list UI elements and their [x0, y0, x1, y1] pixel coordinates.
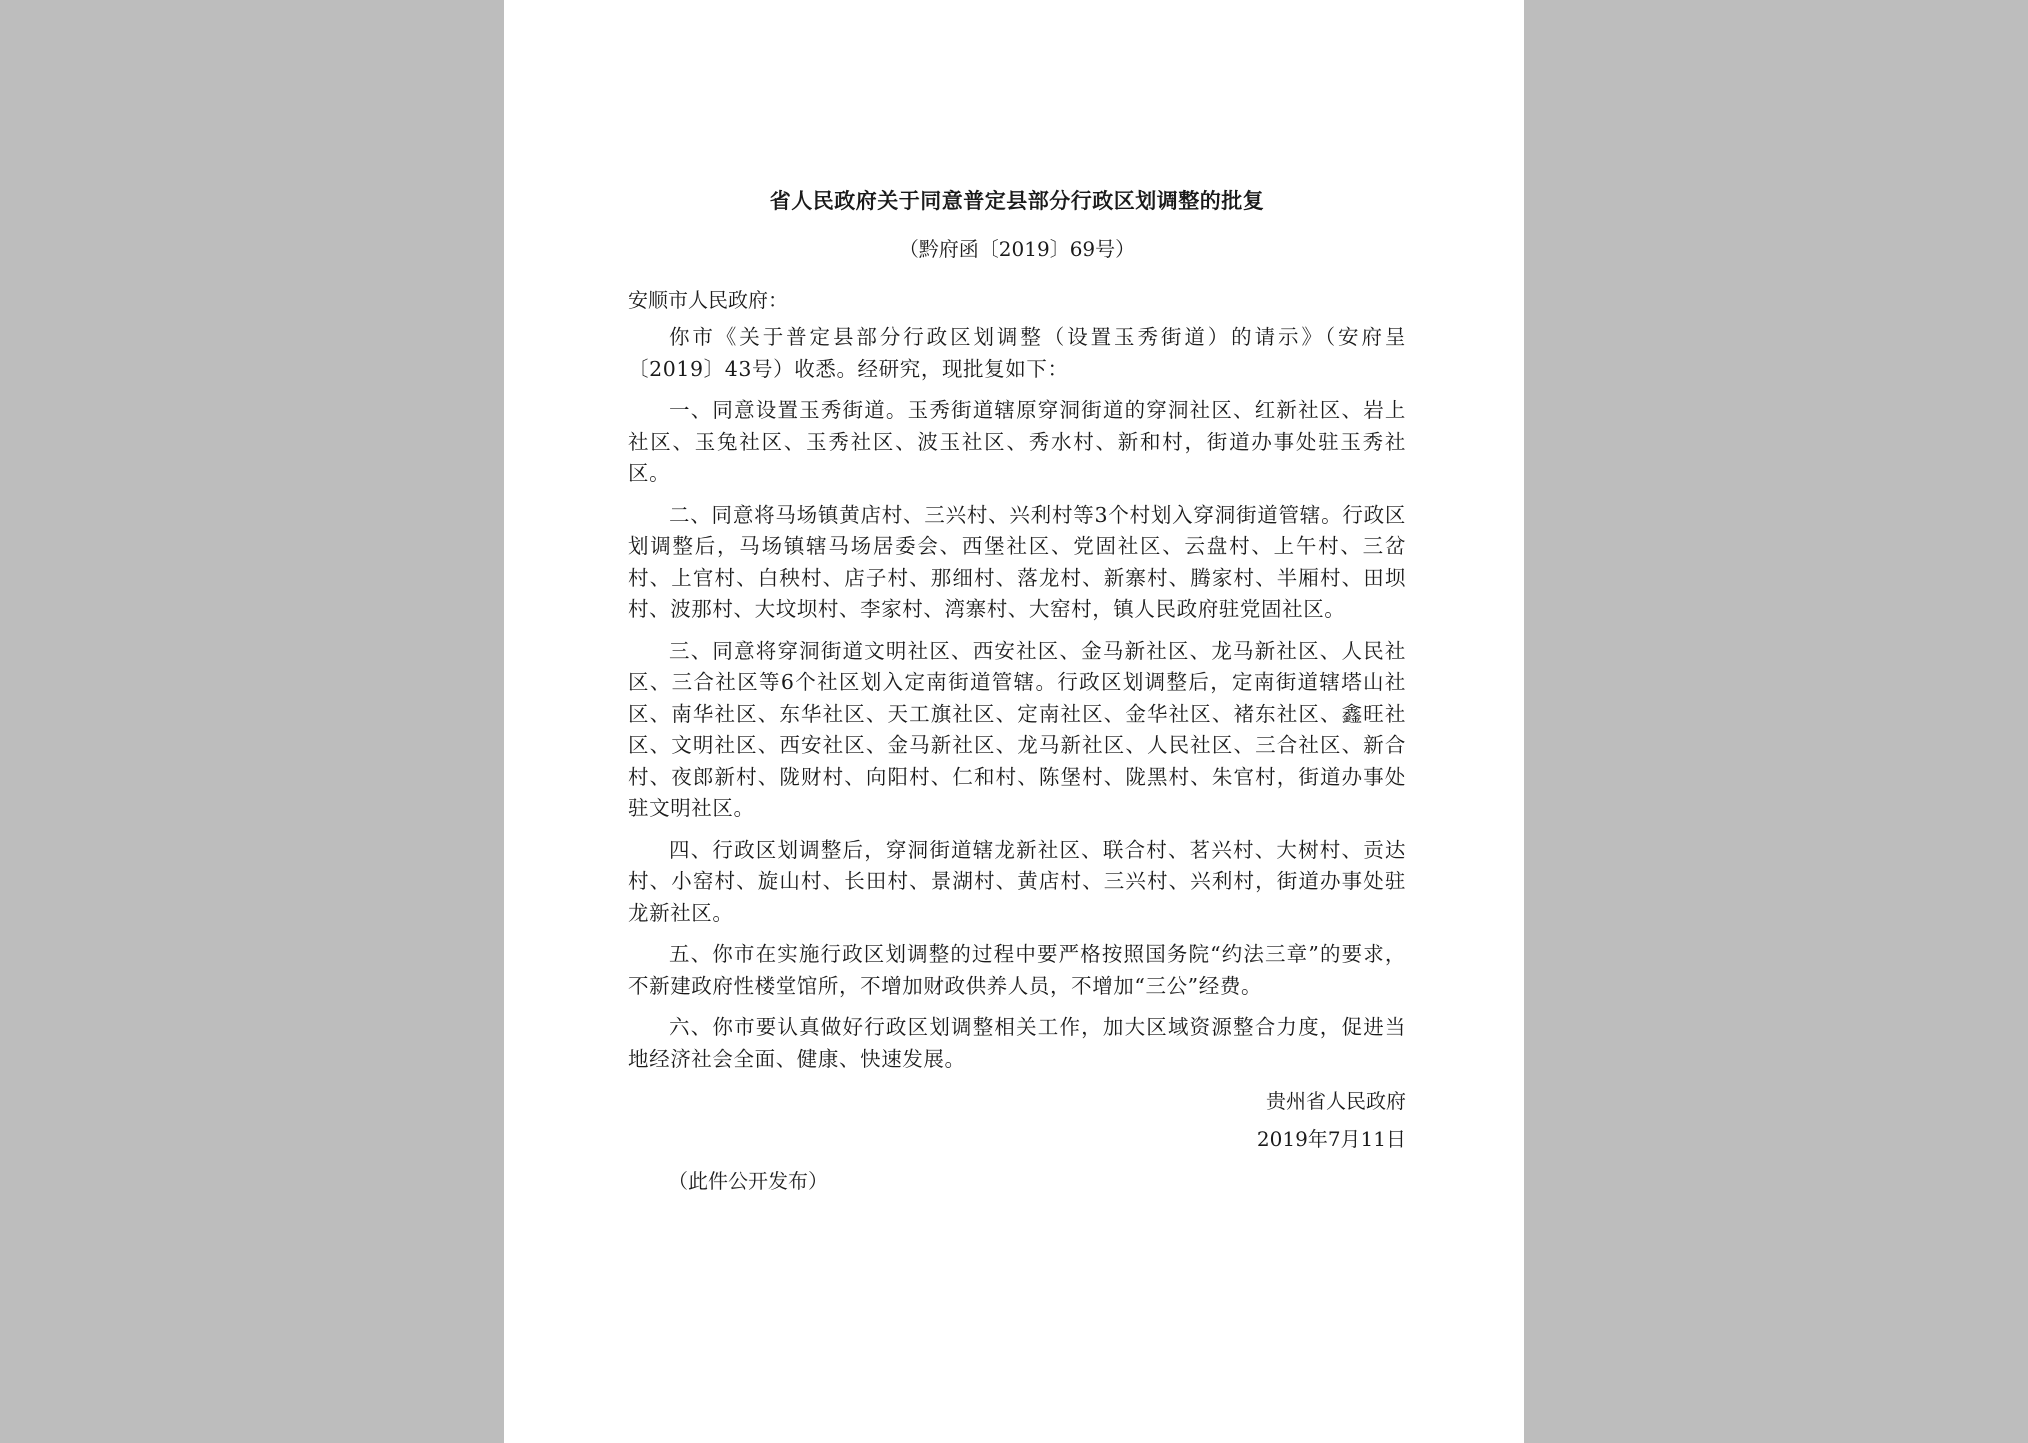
paragraph-item-4: 四、行政区划调整后，穿洞街道辖龙新社区、联合村、茗兴村、大树村、贡达村、小窑村、旋山村、长田村、景湖村、黄店村、三兴村、兴利村，街道办事处驻龙新社区。: [628, 837, 1406, 925]
salutation: 安顺市人民政府：: [628, 288, 788, 312]
document-title: 省人民政府关于同意普定县部分行政区划调整的批复: [769, 188, 1265, 213]
paragraph-item-2: 二、同意将马场镇黄店村、三兴村、兴利村等3个村划入穿洞街道管辖。行政区划调整后，马场镇辖马场居委会、西堡社区、党固社区、云盘村、上午村、三岔村、上官村、白秧村、店子村、那细村、落龙村、新寨村、腾家村、半厢村、田坝村、波那村、大坟坝村、李家村、湾寨村、大窑村，镇人民政府驻党固社区。: [628, 502, 1406, 621]
paragraph-item-5: 五、你市在实施行政区划调整的过程中要严格按照国务院“约法三章”的要求，不新建政府性楼堂馆所，不增加财政供养人员，不增加“三公”经费。: [628, 942, 1406, 998]
paragraph-item-6: 六、你市要认真做好行政区划调整相关工作，加大区域资源整合力度，促进当地经济社会全面、健康、快速发展。: [628, 1015, 1406, 1071]
document-content: [628, 186, 1406, 1197]
paragraph-item-3: 三、同意将穿洞街道文明社区、西安社区、金马新社区、龙马新社区、人民社区、三合社区等6个社区划入定南街道管辖。行政区划调整后，定南街道辖塔山社区、南华社区、东华社区、天工旗社区、定南社区、金华社区、褚东社区、鑫旺社区、文明社区、西安社区、金马新社区、龙马新社区、人民社区、三合社区、新合村、夜郎新村、陇财村、向阳村、仁和村、陈堡村、陇黑村、朱官村，街道办事处驻文明社区。: [628, 638, 1406, 820]
signature-organization: 贵州省人民政府: [1266, 1089, 1406, 1113]
document-number: （黔府函〔2019〕69号）: [898, 237, 1136, 261]
signature-block: [628, 1085, 1406, 1155]
paragraph-intro: 你市《关于普定县部分行政区划调整（设置玉秀街道）的请示》（安府呈〔2019〕43号）收悉。经研究，现批复如下：: [628, 325, 1406, 381]
publication-note: （此件公开发布）: [668, 1169, 828, 1193]
signature-date: 2019年7月11日: [1256, 1127, 1406, 1151]
paragraph-item-1: 一、同意设置玉秀街道。玉秀街道辖原穿洞街道的穿洞社区、红新社区、岩上社区、玉兔社区、玉秀社区、波玉社区、秀水村、新和村，街道办事处驻玉秀社区。: [628, 398, 1406, 485]
document-page: [504, 0, 1524, 1443]
